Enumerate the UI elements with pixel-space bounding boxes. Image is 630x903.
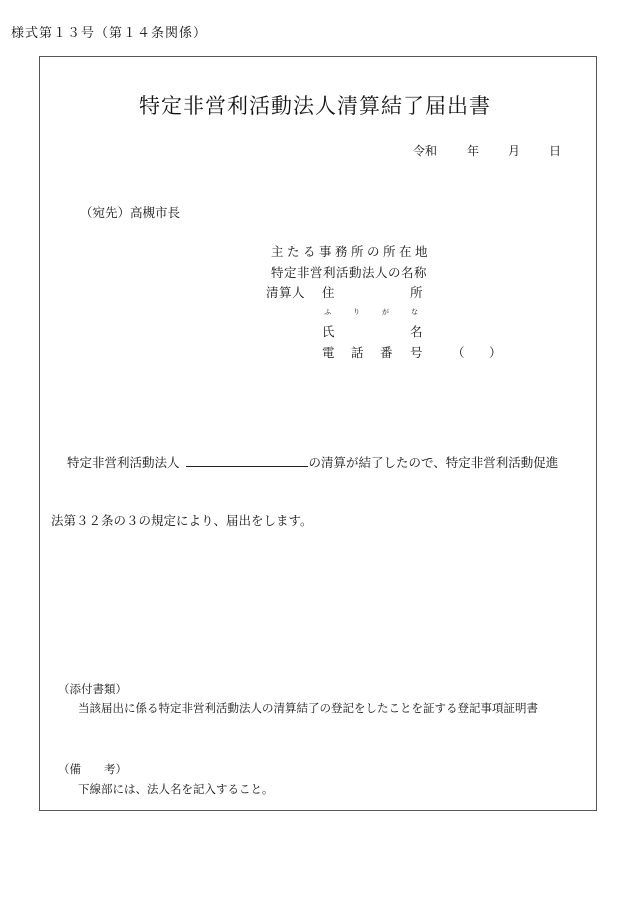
phone-label-1: 電 bbox=[322, 345, 336, 360]
date-month: 月 bbox=[508, 144, 521, 158]
person-name-label-1: 氏 bbox=[322, 324, 336, 339]
furigana-1: ふ bbox=[324, 308, 331, 316]
notes-item: 下線部には、法人名を記入すること。 bbox=[78, 782, 274, 796]
phone-paren-close: ） bbox=[489, 345, 503, 360]
phone-paren-open: （ bbox=[452, 345, 466, 360]
date-day: 日 bbox=[549, 144, 562, 158]
date-era: 令和 bbox=[413, 144, 438, 158]
corporation-name-blank[interactable] bbox=[186, 454, 308, 467]
form-frame bbox=[39, 56, 597, 811]
phone-label-3: 番 bbox=[380, 345, 394, 360]
body-line1-suffix: の清算が結了したので、特定非営利活動促進 bbox=[308, 455, 559, 470]
date-year: 年 bbox=[467, 144, 480, 158]
phone-label-4: 号 bbox=[410, 345, 424, 360]
addressee: （宛先）高槻市長 bbox=[80, 205, 181, 220]
notes-heading: （備 考） bbox=[58, 762, 127, 776]
person-name-label-2: 名 bbox=[410, 324, 424, 339]
document-title: 特定非営利活動法人清算結了届出書 bbox=[139, 94, 491, 118]
body-line-2: 法第３２条の３の規定により、届出をします。 bbox=[51, 513, 313, 528]
furigana-2: り bbox=[353, 308, 360, 316]
liquidator-label: 清算人 bbox=[266, 285, 306, 300]
phone-label-2: 話 bbox=[351, 345, 365, 360]
furigana-4: な bbox=[411, 308, 418, 316]
corporation-name-label: 特定非営利活動法人の名称 bbox=[271, 265, 428, 280]
body-line1-prefix: 特定非営利活動法人 bbox=[67, 455, 180, 470]
form-number: 様式第１３号（第１４条関係） bbox=[11, 26, 208, 41]
address-label-2: 所 bbox=[410, 285, 424, 300]
office-address-label: 主たる事務所の所在地 bbox=[271, 244, 432, 259]
attachments-heading: （添付書類） bbox=[58, 682, 127, 696]
address-label-1: 住 bbox=[322, 285, 336, 300]
body-line-1 bbox=[67, 453, 558, 471]
attachments-item: 当該届出に係る特定非営利活動法人の清算結了の登記をしたことを証する登記事項証明書 bbox=[78, 701, 538, 715]
furigana-3: が bbox=[382, 308, 389, 316]
